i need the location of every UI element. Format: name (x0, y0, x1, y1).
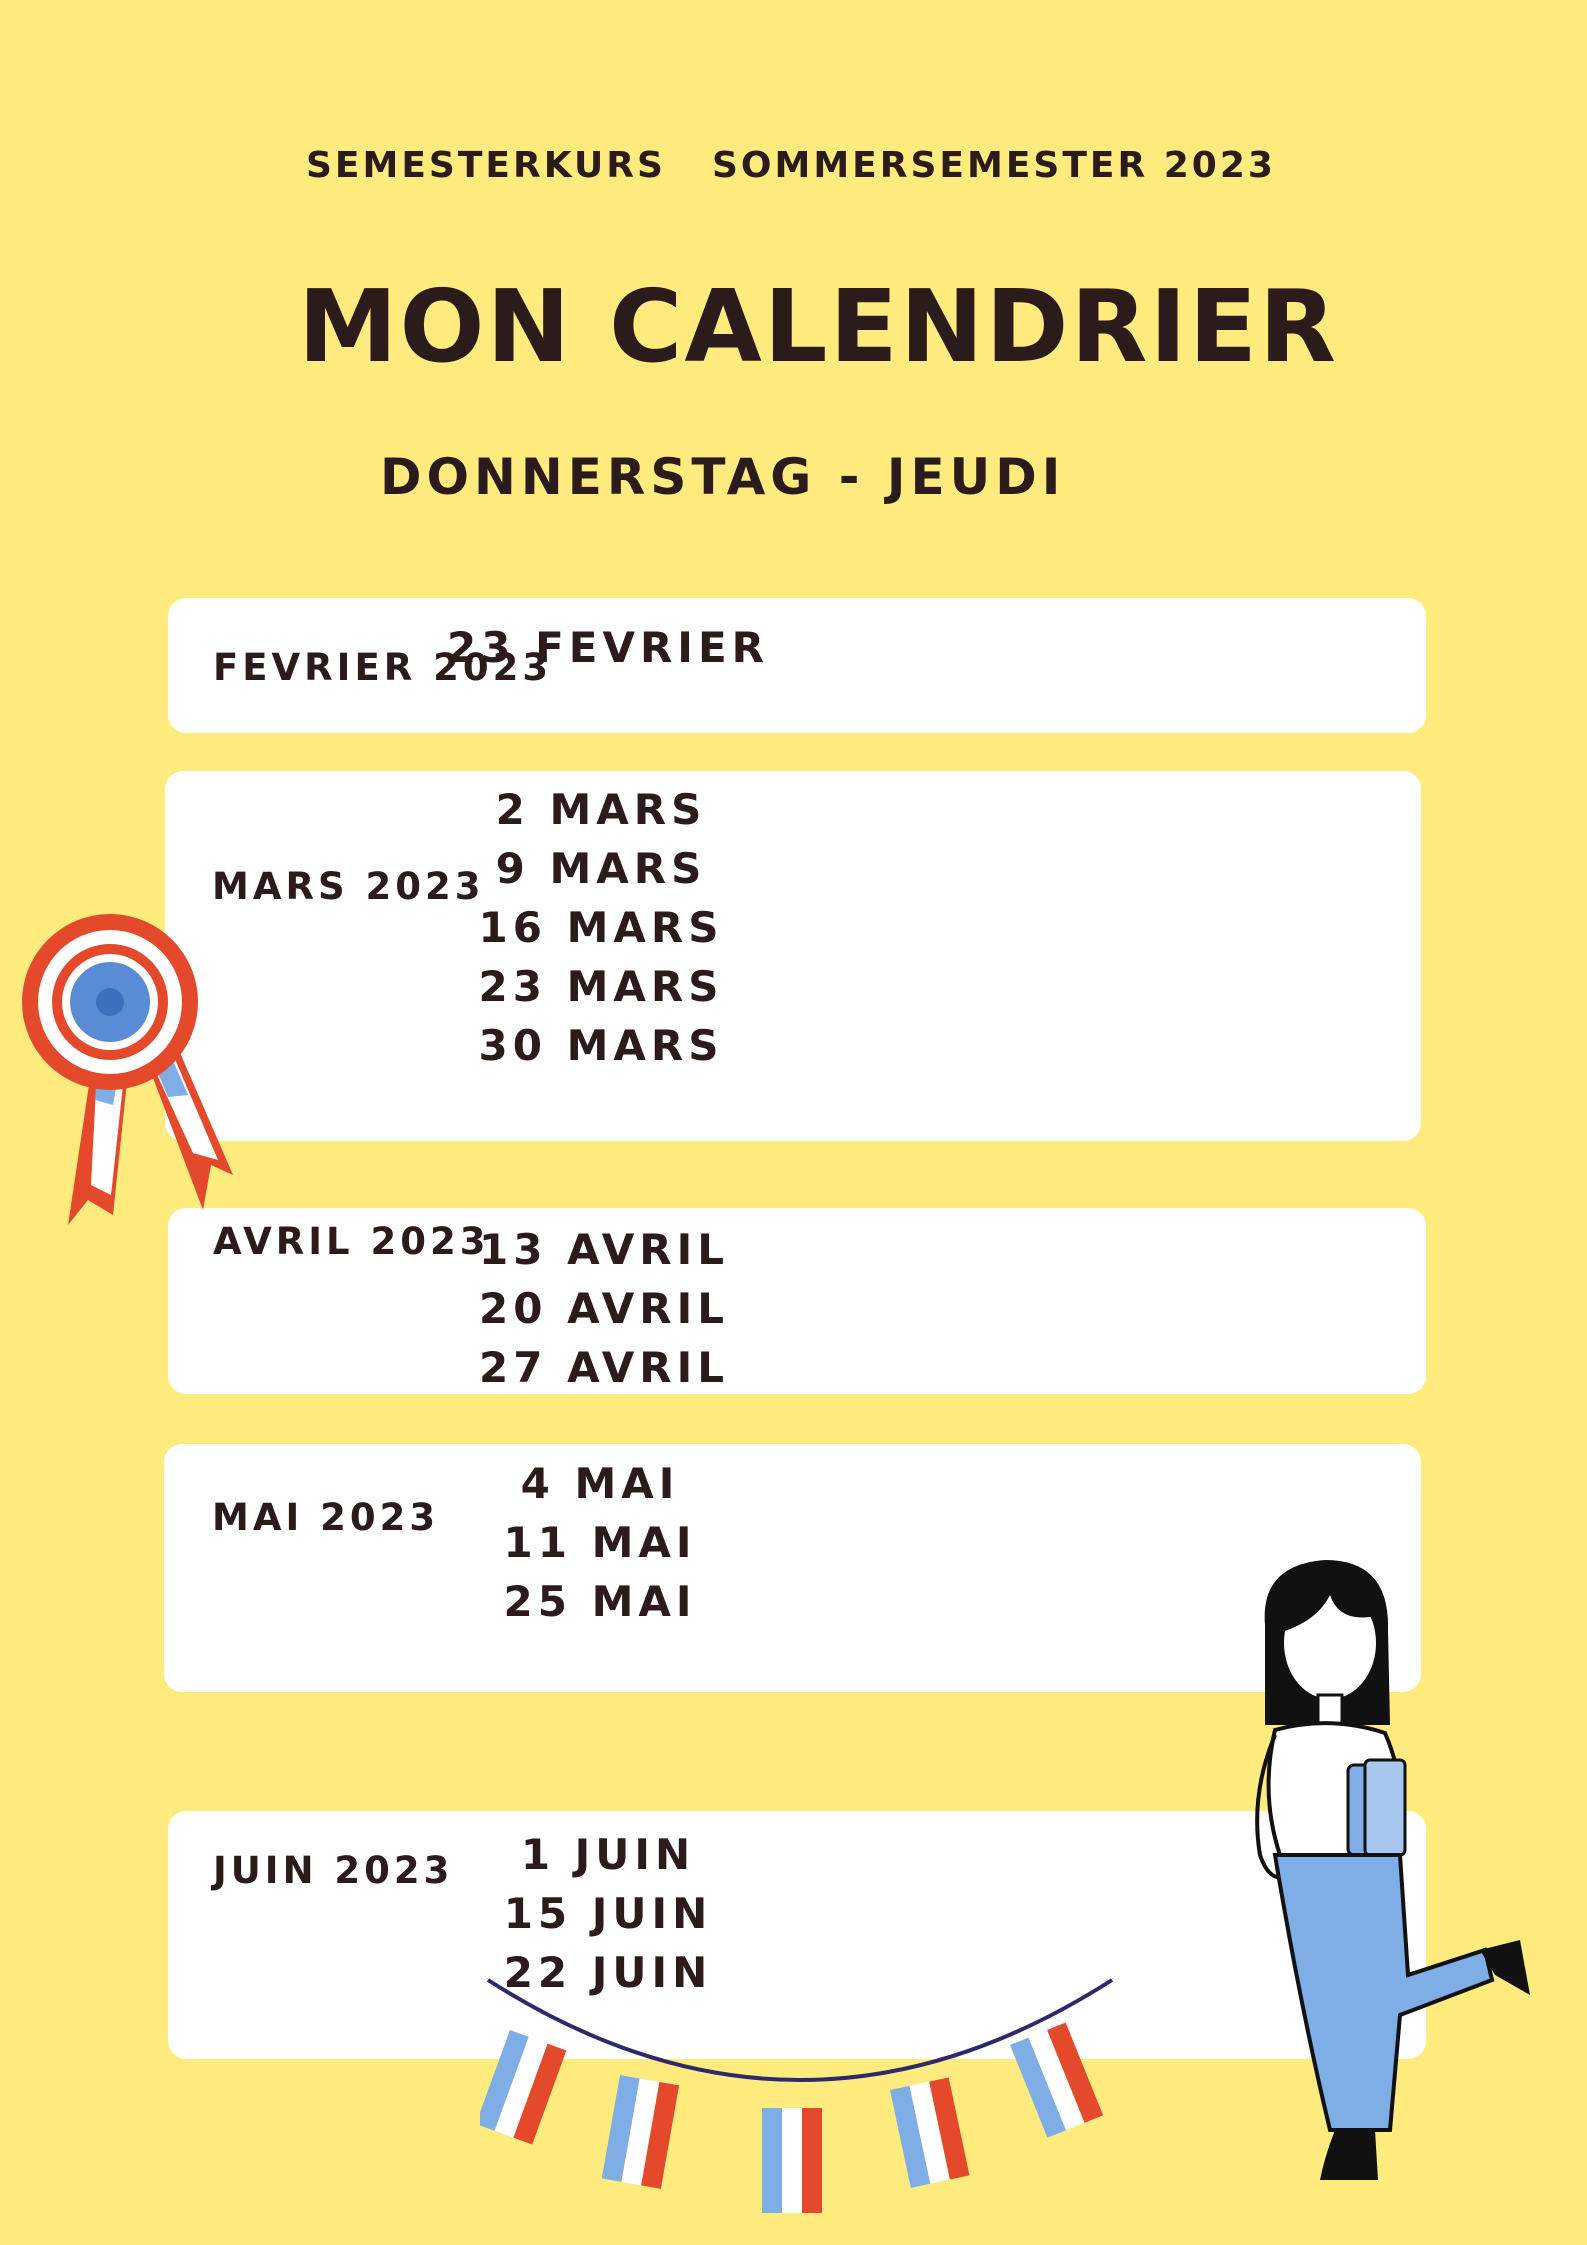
date-list (170, 1454, 1030, 1631)
date-item: 16 MARS (478, 903, 724, 952)
bunting-flag (762, 2108, 822, 2213)
page-subtitle: DONNERSTAG - JEUDI (380, 448, 1066, 506)
date-item: 1 JUIN (520, 1830, 696, 1879)
month-label: FEVRIER 2023 (213, 646, 553, 689)
bunting-flag (602, 2075, 679, 2189)
date-item: 23 MARS (478, 962, 724, 1011)
date-item: 2 MARS (495, 785, 707, 834)
course-label: SEMESTERKURS (306, 145, 666, 186)
date-item: 15 JUIN (503, 1889, 713, 1938)
bunting-flag (480, 2030, 566, 2144)
date-item: 23 FEVRIER (447, 623, 769, 672)
month-card-april (168, 1208, 1426, 1394)
rosette-illustration (18, 905, 248, 1225)
semester-label: SOMMERSEMESTER 2023 (712, 145, 1276, 186)
month-label: MARS 2023 (212, 865, 485, 908)
date-item: 13 AVRIL (479, 1225, 729, 1274)
date-item: 20 AVRIL (479, 1284, 729, 1333)
bunting-flags-illustration (480, 1970, 1120, 2240)
date-item: 27 AVRIL (479, 1343, 729, 1392)
date-list (171, 780, 1031, 1075)
month-card-february (168, 598, 1426, 733)
bunting-flag (890, 2078, 969, 2188)
date-item: 25 MAI (503, 1577, 697, 1626)
month-label: AVRIL 2023 (213, 1220, 490, 1263)
month-card-march (165, 771, 1421, 1141)
month-label: JUIN 2023 (213, 1849, 454, 1892)
date-list (178, 618, 1038, 677)
bunting-flag (1010, 2023, 1103, 2138)
date-item: 9 MARS (495, 844, 707, 893)
month-label: MAI 2023 (212, 1496, 440, 1539)
date-item: 22 JUIN (503, 1948, 713, 1997)
date-item: 4 MAI (520, 1459, 680, 1508)
date-item: 11 MAI (503, 1518, 697, 1567)
page-title: MON CALENDRIER (298, 268, 1339, 385)
student-illustration (1230, 1555, 1530, 2195)
date-list (174, 1220, 1034, 1397)
date-item: 30 MARS (478, 1021, 724, 1070)
